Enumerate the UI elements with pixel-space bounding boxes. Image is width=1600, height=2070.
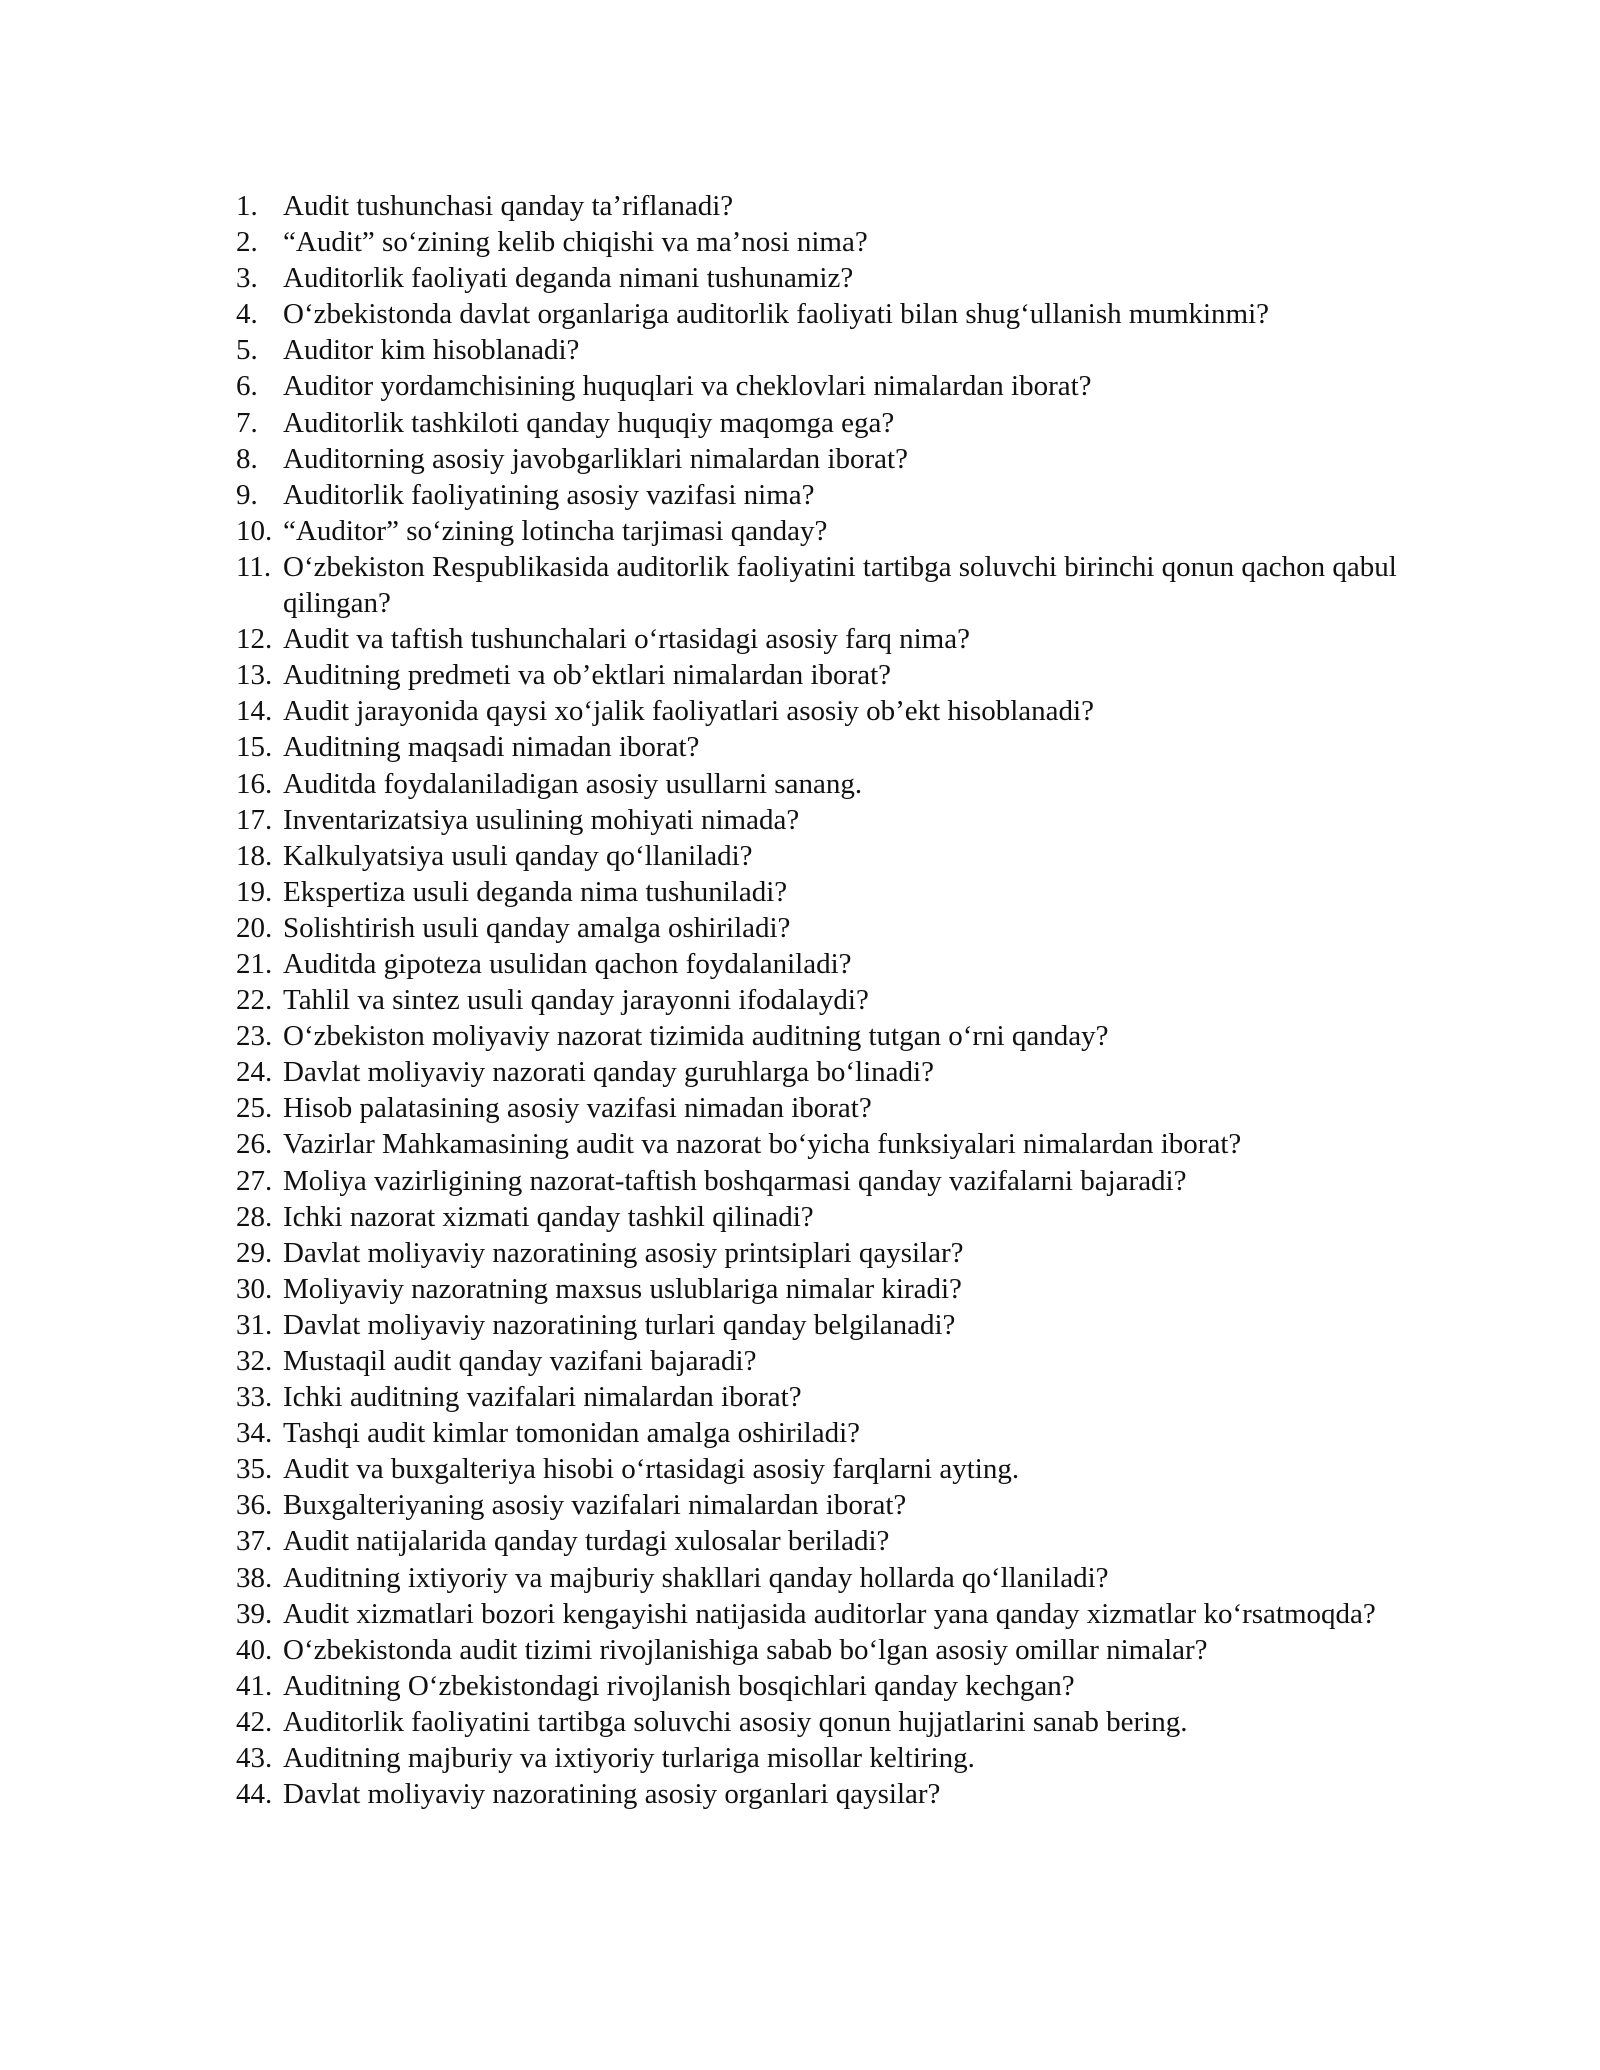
question-text: Auditning majburiy va ixtiyoriy turlariga misollar keltiring. bbox=[283, 1742, 975, 1775]
question-item bbox=[236, 1668, 1436, 1704]
question-item bbox=[236, 874, 1436, 910]
question-number: 5. bbox=[236, 334, 258, 367]
question-text: Auditorlik faoliyatining asosiy vazifasi nima? bbox=[283, 478, 815, 511]
question-item bbox=[236, 729, 1436, 765]
question-number: 26. bbox=[236, 1128, 273, 1161]
question-item bbox=[236, 1487, 1436, 1523]
question-text: Ekspertiza usuli deganda nima tushuniladi? bbox=[283, 875, 788, 908]
question-number: 4. bbox=[236, 298, 258, 331]
question-text: Solishtirish usuli qanday amalga oshiriladi? bbox=[283, 911, 791, 944]
question-item bbox=[236, 1632, 1436, 1668]
question-text: Auditning maqsadi nimadan iborat? bbox=[283, 731, 700, 764]
question-item bbox=[236, 188, 1436, 224]
question-number: 16. bbox=[236, 767, 273, 800]
question-text: Hisob palatasining asosiy vazifasi nimadan iborat? bbox=[283, 1092, 872, 1125]
question-item bbox=[236, 1199, 1436, 1235]
question-number: 39. bbox=[236, 1597, 273, 1630]
question-text: Kalkulyatsiya usuli qanday qo‘llaniladi? bbox=[283, 839, 753, 872]
question-number: 10. bbox=[236, 514, 273, 547]
question-number: 21. bbox=[236, 947, 273, 980]
question-text: Auditda foydalaniladigan asosiy usullarni sanang. bbox=[283, 767, 863, 800]
question-text: O‘zbekiston moliyaviy nazorat tizimida auditning tutgan o‘rni qanday? bbox=[283, 1020, 1109, 1053]
question-item bbox=[236, 1343, 1436, 1379]
question-text: Davlat moliyaviy nazoratining turlari qanday belgilanadi? bbox=[283, 1308, 956, 1341]
question-number: 41. bbox=[236, 1669, 273, 1702]
question-item bbox=[236, 1560, 1436, 1596]
question-item bbox=[236, 946, 1436, 982]
question-text: Auditda gipoteza usulidan qachon foydalaniladi? bbox=[283, 947, 852, 980]
question-text: Tashqi audit kimlar tomonidan amalga oshiriladi? bbox=[283, 1417, 861, 1450]
question-number: 6. bbox=[236, 370, 258, 403]
question-item bbox=[236, 1126, 1436, 1162]
question-text: Auditorlik faoliyatini tartibga soluvchi asosiy qonun hujjatlarini sanab bering. bbox=[283, 1705, 1188, 1738]
question-item bbox=[236, 1090, 1436, 1126]
question-number: 7. bbox=[236, 406, 258, 439]
question-item bbox=[236, 513, 1436, 549]
question-number: 18. bbox=[236, 839, 273, 872]
question-item bbox=[236, 224, 1436, 260]
question-text: Auditor kim hisoblanadi? bbox=[283, 334, 580, 367]
question-number: 12. bbox=[236, 623, 273, 656]
question-list bbox=[236, 188, 1436, 1812]
question-text: Auditning predmeti va ob’ektlari nimalardan iborat? bbox=[283, 659, 891, 692]
question-item bbox=[236, 910, 1436, 946]
question-item bbox=[236, 405, 1436, 441]
question-text: Audit va buxgalteriya hisobi o‘rtasidagi asosiy farqlarni ayting. bbox=[283, 1453, 1020, 1486]
question-text: Davlat moliyaviy nazoratining asosiy printsiplari qaysilar? bbox=[283, 1236, 964, 1269]
question-text: Audit jarayonida qaysi xo‘jalik faoliyatlari asosiy ob’ekt hisoblanadi? bbox=[283, 695, 1094, 728]
question-text: O‘zbekistonda audit tizimi rivojlanishiga sabab bo‘lgan asosiy omillar nimalar? bbox=[283, 1633, 1208, 1666]
question-text: Auditning ixtiyoriy va majburiy shakllari qanday hollarda qo‘llaniladi? bbox=[283, 1561, 1109, 1594]
question-item bbox=[236, 368, 1436, 404]
question-number: 20. bbox=[236, 911, 273, 944]
question-number: 32. bbox=[236, 1345, 273, 1377]
question-item bbox=[236, 693, 1436, 729]
question-text: Ichki nazorat xizmati qanday tashkil qilinadi? bbox=[283, 1200, 814, 1233]
question-number: 38. bbox=[236, 1561, 273, 1594]
question-number: 31. bbox=[236, 1308, 273, 1341]
question-number: 8. bbox=[236, 442, 258, 475]
question-number: 22. bbox=[236, 984, 273, 1017]
question-number: 34. bbox=[236, 1417, 273, 1450]
question-item bbox=[236, 766, 1436, 802]
question-number: 11. bbox=[236, 550, 272, 583]
question-item bbox=[236, 621, 1436, 657]
question-text: Moliyaviy nazoratning maxsus uslublariga nimalar kiradi? bbox=[283, 1272, 962, 1305]
question-text: Audit va taftish tushunchalari o‘rtasidagi asosiy farq nima? bbox=[283, 623, 970, 656]
question-item bbox=[236, 1018, 1436, 1054]
question-item bbox=[236, 838, 1436, 874]
question-item bbox=[236, 1776, 1436, 1812]
question-number: 3. bbox=[236, 262, 258, 295]
question-number: 1. bbox=[236, 190, 258, 222]
question-text: Auditorlik faoliyati deganda nimani tushunamiz? bbox=[283, 262, 854, 295]
question-item bbox=[236, 1740, 1436, 1776]
question-item bbox=[236, 1523, 1436, 1559]
question-item bbox=[236, 1271, 1436, 1307]
question-item bbox=[236, 441, 1436, 477]
question-number: 27. bbox=[236, 1164, 273, 1197]
question-number: 23. bbox=[236, 1020, 273, 1053]
question-text: “Audit” so‘zining kelib chiqishi va ma’nosi nima? bbox=[283, 226, 868, 259]
question-text: Auditning O‘zbekistondagi rivojlanish bosqichlari qanday kechgan? bbox=[283, 1669, 1075, 1702]
question-number: 24. bbox=[236, 1056, 273, 1089]
question-text: Inventarizatsiya usulining mohiyati nimada? bbox=[283, 803, 800, 836]
question-item bbox=[236, 1451, 1436, 1487]
question-item bbox=[236, 549, 1436, 621]
question-number: 37. bbox=[236, 1525, 273, 1558]
question-text: Tahlil va sintez usuli qanday jarayonni ifodalaydi? bbox=[283, 984, 869, 1017]
question-item bbox=[236, 1235, 1436, 1271]
question-text: Auditorning asosiy javobgarliklari nimalardan iborat? bbox=[283, 442, 908, 475]
question-text: Audit natijalarida qanday turdagi xulosalar beriladi? bbox=[283, 1525, 890, 1558]
question-number: 44. bbox=[236, 1778, 273, 1811]
question-item bbox=[236, 1379, 1436, 1415]
question-text: Audit xizmatlari bozori kengayishi natijasida auditorlar yana qanday xizmatlar ko‘rsatmoqda? bbox=[283, 1597, 1376, 1630]
question-text: Auditor yordamchisining huquqlari va cheklovlari nimalardan iborat? bbox=[283, 370, 1092, 403]
question-number: 25. bbox=[236, 1092, 273, 1125]
question-number: 13. bbox=[236, 659, 273, 692]
question-number: 14. bbox=[236, 695, 273, 728]
question-item bbox=[236, 1596, 1436, 1632]
question-number: 28. bbox=[236, 1200, 273, 1233]
question-text: “Auditor” so‘zining lotincha tarjimasi qanday? bbox=[283, 514, 828, 547]
question-number: 19. bbox=[236, 875, 273, 908]
question-text: Vazirlar Mahkamasining audit va nazorat bo‘yicha funksiyalari nimalardan iborat? bbox=[283, 1128, 1242, 1161]
question-text: O‘zbekistonda davlat organlariga auditorlik faoliyati bilan shug‘ullanish mumkinmi? bbox=[283, 298, 1270, 331]
question-item bbox=[236, 1704, 1436, 1740]
question-number: 36. bbox=[236, 1489, 273, 1522]
question-number: 2. bbox=[236, 226, 258, 259]
question-number: 35. bbox=[236, 1453, 273, 1486]
question-number: 17. bbox=[236, 803, 273, 836]
question-text: Davlat moliyaviy nazorati qanday guruhlarga bo‘linadi? bbox=[283, 1056, 934, 1089]
question-text: Auditorlik tashkiloti qanday huquqiy maqomga ega? bbox=[283, 406, 895, 439]
question-text: Audit tushunchasi qanday ta’riflanadi? bbox=[283, 190, 734, 222]
question-number: 33. bbox=[236, 1381, 273, 1414]
question-item bbox=[236, 260, 1436, 296]
question-number: 15. bbox=[236, 731, 273, 764]
question-item bbox=[236, 1307, 1436, 1343]
question-number: 30. bbox=[236, 1272, 273, 1305]
question-text: Buxgalteriyaning asosiy vazifalari nimalardan iborat? bbox=[283, 1489, 907, 1522]
question-text: Moliya vazirligining nazorat-taftish boshqarmasi qanday vazifalarni bajaradi? bbox=[283, 1164, 1187, 1197]
question-item bbox=[236, 296, 1436, 332]
question-item bbox=[236, 1054, 1436, 1090]
question-text: Ichki auditning vazifalari nimalardan iborat? bbox=[283, 1381, 802, 1414]
question-number: 9. bbox=[236, 478, 258, 511]
question-number: 43. bbox=[236, 1742, 273, 1775]
question-item bbox=[236, 802, 1436, 838]
question-text: Davlat moliyaviy nazoratining asosiy organlari qaysilar? bbox=[283, 1778, 941, 1811]
question-item bbox=[236, 982, 1436, 1018]
question-number: 40. bbox=[236, 1633, 273, 1666]
question-item bbox=[236, 1415, 1436, 1451]
question-item bbox=[236, 657, 1436, 693]
question-text: O‘zbekiston Respublikasida auditorlik faoliyatini tartibga soluvchi birinchi qonun qachon qabul qilingan? bbox=[283, 550, 1397, 620]
question-text: Mustaqil audit qanday vazifani bajaradi? bbox=[283, 1345, 757, 1377]
question-number: 42. bbox=[236, 1705, 273, 1738]
question-item bbox=[236, 332, 1436, 368]
question-item bbox=[236, 1163, 1436, 1199]
question-number: 29. bbox=[236, 1236, 273, 1269]
question-item bbox=[236, 477, 1436, 513]
